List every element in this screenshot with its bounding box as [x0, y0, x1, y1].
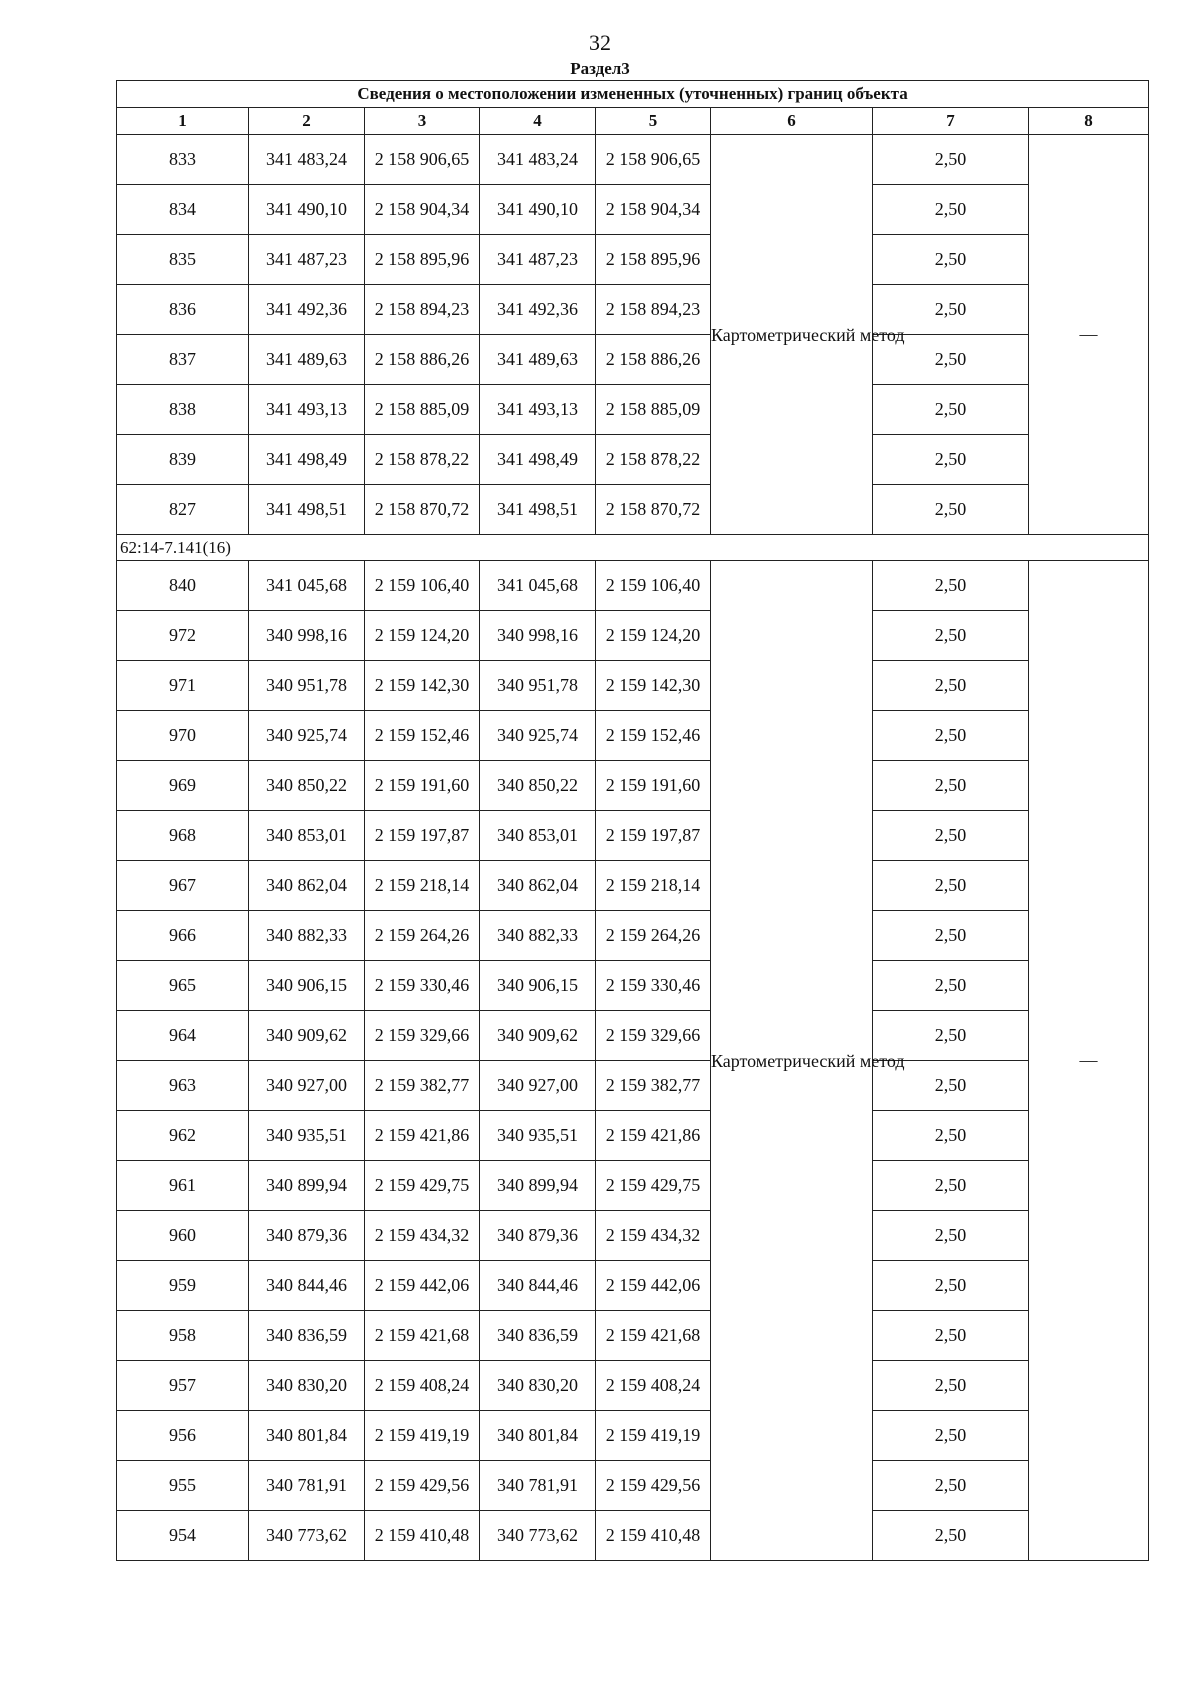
- cell-y1: 2 158 894,23: [365, 285, 480, 335]
- cell-point: 969: [117, 761, 249, 811]
- cell-accuracy: 2,50: [873, 435, 1029, 485]
- cell-x2: 340 998,16: [480, 611, 596, 661]
- cell-y2: 2 159 442,06: [596, 1261, 711, 1311]
- cell-point: 970: [117, 711, 249, 761]
- cell-y2: 2 159 429,56: [596, 1461, 711, 1511]
- cell-x2: 340 906,15: [480, 961, 596, 1011]
- cell-y1: 2 159 218,14: [365, 861, 480, 911]
- table-row: [117, 1061, 1149, 1111]
- cell-y1: 2 159 124,20: [365, 611, 480, 661]
- cell-y1: 2 159 429,56: [365, 1461, 480, 1511]
- method-cell: Картометрический метод: [711, 135, 873, 535]
- cell-y1: 2 159 429,75: [365, 1161, 480, 1211]
- column-number: 2: [249, 108, 365, 135]
- cell-accuracy: 2,50: [873, 1511, 1029, 1561]
- cell-y2: 2 159 382,77: [596, 1061, 711, 1111]
- cell-accuracy: 2,50: [873, 1361, 1029, 1411]
- cell-x1: 340 998,16: [249, 611, 365, 661]
- note-cell: —: [1029, 135, 1149, 535]
- cell-x2: 340 879,36: [480, 1211, 596, 1261]
- cell-y2: 2 159 106,40: [596, 561, 711, 611]
- cell-y2: 2 159 264,26: [596, 911, 711, 961]
- cell-x2: 341 490,10: [480, 185, 596, 235]
- cell-y2: 2 159 410,48: [596, 1511, 711, 1561]
- method-cell: Картометрический метод: [711, 561, 873, 1561]
- cell-x2: 340 853,01: [480, 811, 596, 861]
- table-row: [117, 1161, 1149, 1211]
- cell-point: 956: [117, 1411, 249, 1461]
- cell-y1: 2 159 191,60: [365, 761, 480, 811]
- note-cell: —: [1029, 561, 1149, 1561]
- cell-y1: 2 158 870,72: [365, 485, 480, 535]
- column-number: 7: [873, 108, 1029, 135]
- cell-x2: 340 862,04: [480, 861, 596, 911]
- cell-x2: 340 882,33: [480, 911, 596, 961]
- cell-y2: 2 158 870,72: [596, 485, 711, 535]
- cell-point: 964: [117, 1011, 249, 1061]
- cell-x2: 341 493,13: [480, 385, 596, 435]
- cell-x1: 341 498,49: [249, 435, 365, 485]
- table-row: [117, 761, 1149, 811]
- cell-x1: 340 882,33: [249, 911, 365, 961]
- cell-accuracy: 2,50: [873, 1261, 1029, 1311]
- cell-point: 835: [117, 235, 249, 285]
- cell-y2: 2 159 152,46: [596, 711, 711, 761]
- cell-point: 965: [117, 961, 249, 1011]
- cell-point: 971: [117, 661, 249, 711]
- cell-x2: 340 899,94: [480, 1161, 596, 1211]
- cell-y2: 2 158 885,09: [596, 385, 711, 435]
- cell-y2: 2 159 218,14: [596, 861, 711, 911]
- cell-x1: 340 899,94: [249, 1161, 365, 1211]
- cell-x2: 340 909,62: [480, 1011, 596, 1061]
- cell-y2: 2 158 886,26: [596, 335, 711, 385]
- cell-y2: 2 159 124,20: [596, 611, 711, 661]
- cell-y1: 2 159 410,48: [365, 1511, 480, 1561]
- cell-x1: 340 844,46: [249, 1261, 365, 1311]
- cell-x1: 340 925,74: [249, 711, 365, 761]
- table-row: [117, 335, 1149, 385]
- cell-x1: 340 853,01: [249, 811, 365, 861]
- table-row: [117, 185, 1149, 235]
- cell-y2: 2 158 904,34: [596, 185, 711, 235]
- table-row: [117, 135, 1149, 185]
- table-row: [117, 961, 1149, 1011]
- table-row: [117, 1461, 1149, 1511]
- table-row: [117, 1311, 1149, 1361]
- cell-x1: 341 492,36: [249, 285, 365, 335]
- cell-accuracy: 2,50: [873, 285, 1029, 335]
- cell-y1: 2 159 264,26: [365, 911, 480, 961]
- table-row: [117, 1411, 1149, 1461]
- cell-y1: 2 159 421,86: [365, 1111, 480, 1161]
- cell-x1: 340 935,51: [249, 1111, 365, 1161]
- cell-x2: 340 925,74: [480, 711, 596, 761]
- group-label-row: [117, 535, 1149, 561]
- cell-x2: 340 781,91: [480, 1461, 596, 1511]
- cell-x2: 340 844,46: [480, 1261, 596, 1311]
- cell-x2: 341 483,24: [480, 135, 596, 185]
- cell-accuracy: 2,50: [873, 961, 1029, 1011]
- cell-y2: 2 158 895,96: [596, 235, 711, 285]
- cell-accuracy: 2,50: [873, 1411, 1029, 1461]
- cell-x1: 340 927,00: [249, 1061, 365, 1111]
- page-number: 32: [589, 30, 611, 55]
- cell-y1: 2 159 434,32: [365, 1211, 480, 1261]
- cell-y1: 2 159 442,06: [365, 1261, 480, 1311]
- table-body: [117, 135, 1149, 1561]
- cell-accuracy: 2,50: [873, 1461, 1029, 1511]
- cell-accuracy: 2,50: [873, 1111, 1029, 1161]
- cell-x1: 341 489,63: [249, 335, 365, 385]
- cell-accuracy: 2,50: [873, 1211, 1029, 1261]
- boundary-table: [116, 80, 1149, 1561]
- table-row: [117, 661, 1149, 711]
- table-row: [117, 435, 1149, 485]
- cell-x1: 341 487,23: [249, 235, 365, 285]
- cell-x2: 340 927,00: [480, 1061, 596, 1111]
- cell-x2: 341 498,51: [480, 485, 596, 535]
- cell-y2: 2 159 429,75: [596, 1161, 711, 1211]
- cell-x2: 340 773,62: [480, 1511, 596, 1561]
- table-row: [117, 1261, 1149, 1311]
- column-number: 5: [596, 108, 711, 135]
- cell-x1: 340 773,62: [249, 1511, 365, 1561]
- cell-point: 838: [117, 385, 249, 435]
- table-row: [117, 711, 1149, 761]
- cell-accuracy: 2,50: [873, 185, 1029, 235]
- table-caption: Сведения о местоположении измененных (уточненных) границ объекта: [117, 81, 1149, 108]
- cell-point: 840: [117, 561, 249, 611]
- cell-x2: 341 492,36: [480, 285, 596, 335]
- cell-y2: 2 159 419,19: [596, 1411, 711, 1461]
- column-number: 3: [365, 108, 480, 135]
- cell-y2: 2 159 142,30: [596, 661, 711, 711]
- cell-x1: 340 801,84: [249, 1411, 365, 1461]
- cell-y1: 2 159 330,46: [365, 961, 480, 1011]
- cell-x1: 341 493,13: [249, 385, 365, 435]
- cell-point: 961: [117, 1161, 249, 1211]
- cell-y2: 2 159 421,86: [596, 1111, 711, 1161]
- cell-x1: 340 830,20: [249, 1361, 365, 1411]
- table-row: [117, 1511, 1149, 1561]
- cell-point: 834: [117, 185, 249, 235]
- cell-x1: 340 781,91: [249, 1461, 365, 1511]
- column-number: 1: [117, 108, 249, 135]
- section-title: Раздел3: [570, 59, 630, 78]
- cell-point: 957: [117, 1361, 249, 1411]
- cell-point: 954: [117, 1511, 249, 1561]
- cell-y1: 2 159 419,19: [365, 1411, 480, 1461]
- table-row: [117, 611, 1149, 661]
- cell-y2: 2 158 894,23: [596, 285, 711, 335]
- cell-point: 836: [117, 285, 249, 335]
- cell-accuracy: 2,50: [873, 711, 1029, 761]
- cell-accuracy: 2,50: [873, 861, 1029, 911]
- cell-point: 966: [117, 911, 249, 961]
- cell-y2: 2 159 191,60: [596, 761, 711, 811]
- table-row: [117, 561, 1149, 611]
- cell-point: 827: [117, 485, 249, 535]
- column-number: 8: [1029, 108, 1149, 135]
- cell-y1: 2 159 421,68: [365, 1311, 480, 1361]
- cell-accuracy: 2,50: [873, 335, 1029, 385]
- cell-accuracy: 2,50: [873, 485, 1029, 535]
- cell-y1: 2 159 329,66: [365, 1011, 480, 1061]
- column-number: 6: [711, 108, 873, 135]
- table-row: [117, 811, 1149, 861]
- cell-x1: 340 850,22: [249, 761, 365, 811]
- cell-accuracy: 2,50: [873, 235, 1029, 285]
- cell-accuracy: 2,50: [873, 611, 1029, 661]
- cell-x1: 341 483,24: [249, 135, 365, 185]
- cell-accuracy: 2,50: [873, 1061, 1029, 1111]
- table-row: [117, 911, 1149, 961]
- cell-point: 837: [117, 335, 249, 385]
- cell-y1: 2 158 885,09: [365, 385, 480, 435]
- cell-x1: 340 879,36: [249, 1211, 365, 1261]
- cell-y1: 2 159 197,87: [365, 811, 480, 861]
- cell-y2: 2 159 329,66: [596, 1011, 711, 1061]
- cell-x1: 340 909,62: [249, 1011, 365, 1061]
- cell-x1: 340 906,15: [249, 961, 365, 1011]
- cell-point: 967: [117, 861, 249, 911]
- cell-y1: 2 159 142,30: [365, 661, 480, 711]
- table-row: [117, 285, 1149, 335]
- cell-x2: 341 498,49: [480, 435, 596, 485]
- cell-y2: 2 159 434,32: [596, 1211, 711, 1261]
- cell-point: 972: [117, 611, 249, 661]
- table-row: [117, 1211, 1149, 1261]
- cell-point: 955: [117, 1461, 249, 1511]
- cell-x1: 340 862,04: [249, 861, 365, 911]
- cell-y1: 2 159 382,77: [365, 1061, 480, 1111]
- cell-y1: 2 158 895,96: [365, 235, 480, 285]
- cell-y2: 2 159 330,46: [596, 961, 711, 1011]
- cell-y1: 2 158 886,26: [365, 335, 480, 385]
- cell-point: 968: [117, 811, 249, 861]
- cell-x1: 341 490,10: [249, 185, 365, 235]
- cell-accuracy: 2,50: [873, 811, 1029, 861]
- group-label: 62:14-7.141(16): [117, 535, 1149, 561]
- column-number: 4: [480, 108, 596, 135]
- cell-point: 960: [117, 1211, 249, 1261]
- table-row: [117, 861, 1149, 911]
- cell-x1: 341 045,68: [249, 561, 365, 611]
- cell-y2: 2 158 906,65: [596, 135, 711, 185]
- cell-point: 833: [117, 135, 249, 185]
- cell-point: 963: [117, 1061, 249, 1111]
- table-row: [117, 385, 1149, 435]
- cell-accuracy: 2,50: [873, 1161, 1029, 1211]
- cell-accuracy: 2,50: [873, 911, 1029, 961]
- table-row: [117, 1361, 1149, 1411]
- cell-point: 959: [117, 1261, 249, 1311]
- cell-accuracy: 2,50: [873, 761, 1029, 811]
- cell-y2: 2 158 878,22: [596, 435, 711, 485]
- cell-point: 958: [117, 1311, 249, 1361]
- cell-x2: 340 951,78: [480, 661, 596, 711]
- cell-accuracy: 2,50: [873, 1011, 1029, 1061]
- cell-y2: 2 159 421,68: [596, 1311, 711, 1361]
- cell-accuracy: 2,50: [873, 1311, 1029, 1361]
- cell-point: 839: [117, 435, 249, 485]
- cell-y1: 2 159 408,24: [365, 1361, 480, 1411]
- cell-point: 962: [117, 1111, 249, 1161]
- cell-y2: 2 159 197,87: [596, 811, 711, 861]
- cell-accuracy: 2,50: [873, 385, 1029, 435]
- cell-x2: 341 489,63: [480, 335, 596, 385]
- column-number-row: [117, 108, 1149, 135]
- cell-x1: 341 498,51: [249, 485, 365, 535]
- table-row: [117, 485, 1149, 535]
- cell-x2: 340 801,84: [480, 1411, 596, 1461]
- cell-y1: 2 158 904,34: [365, 185, 480, 235]
- table-row: [117, 1111, 1149, 1161]
- cell-y1: 2 159 106,40: [365, 561, 480, 611]
- cell-x1: 340 951,78: [249, 661, 365, 711]
- table-row: [117, 1011, 1149, 1061]
- cell-x2: 340 836,59: [480, 1311, 596, 1361]
- cell-x2: 341 487,23: [480, 235, 596, 285]
- cell-x2: 340 935,51: [480, 1111, 596, 1161]
- cell-accuracy: 2,50: [873, 561, 1029, 611]
- cell-x2: 340 850,22: [480, 761, 596, 811]
- cell-y1: 2 158 906,65: [365, 135, 480, 185]
- cell-y2: 2 159 408,24: [596, 1361, 711, 1411]
- table-row: [117, 235, 1149, 285]
- cell-y1: 2 158 878,22: [365, 435, 480, 485]
- cell-x1: 340 836,59: [249, 1311, 365, 1361]
- cell-accuracy: 2,50: [873, 135, 1029, 185]
- cell-x2: 341 045,68: [480, 561, 596, 611]
- cell-x2: 340 830,20: [480, 1361, 596, 1411]
- table-caption-row: [117, 81, 1149, 108]
- cell-accuracy: 2,50: [873, 661, 1029, 711]
- cell-y1: 2 159 152,46: [365, 711, 480, 761]
